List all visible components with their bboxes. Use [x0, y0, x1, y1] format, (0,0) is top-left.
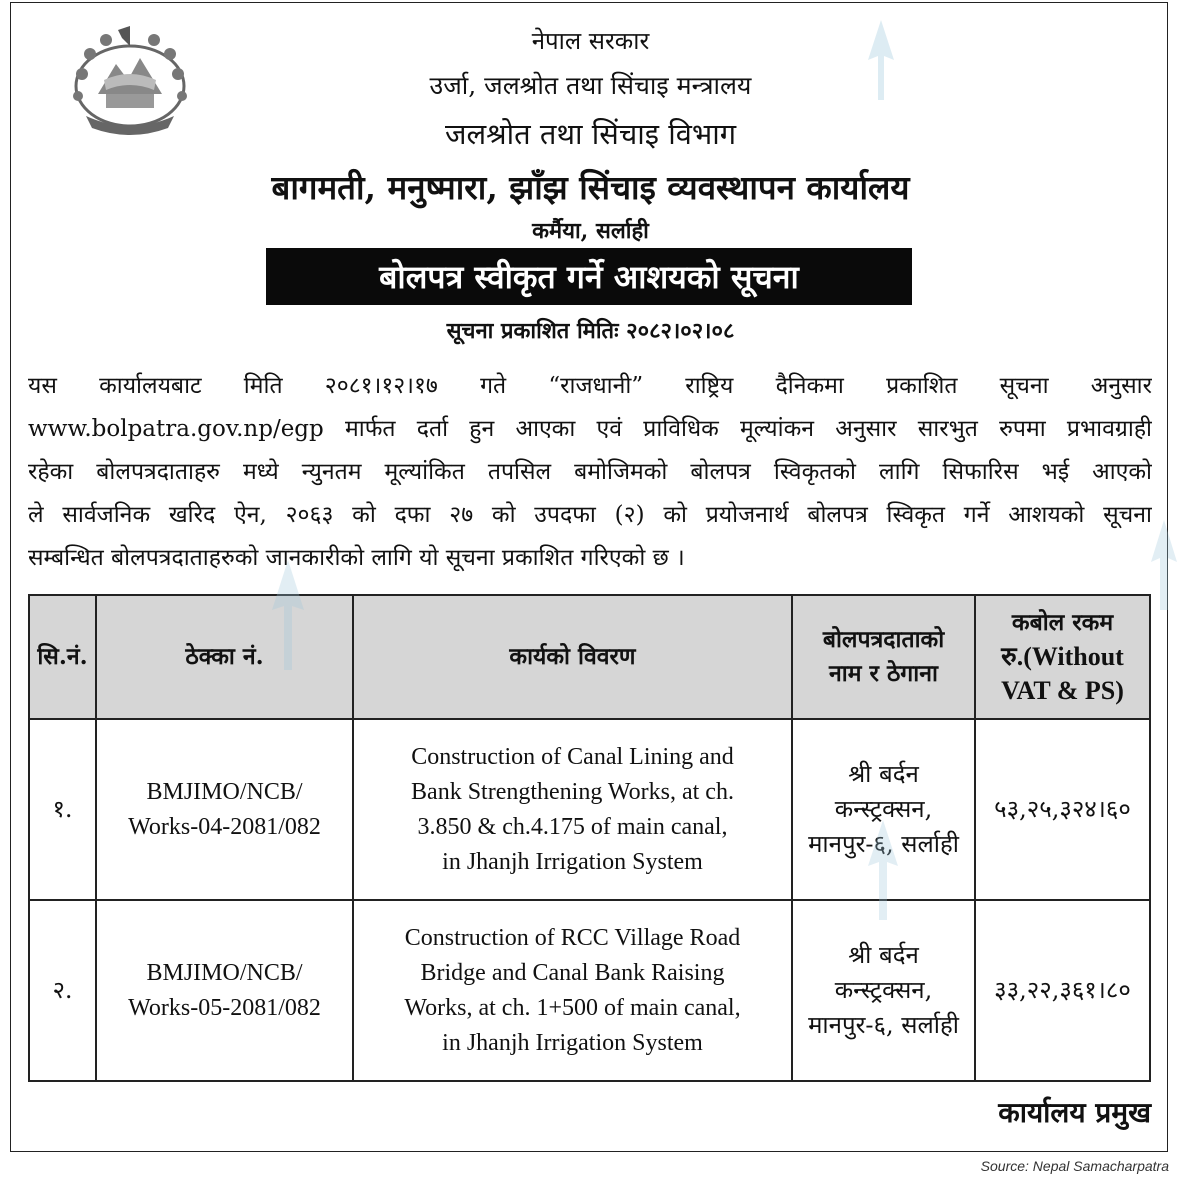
desc-line: Construction of Canal Lining and — [411, 743, 734, 770]
cell-bidder — [792, 719, 975, 900]
cell-description — [353, 900, 792, 1081]
desc-line: 3.850 & ch.4.175 of main canal, — [417, 813, 728, 840]
bidder-line: कन्स्ट्रक्सन, — [834, 795, 933, 823]
header-bidder-line: बोलपत्रदाताको — [822, 626, 945, 653]
notice-title: बोलपत्र स्वीकृत गर्ने आशयको सूचना — [379, 258, 799, 296]
bidder-line: श्री बर्दन — [848, 941, 919, 969]
bidder-line: कन्स्ट्रक्सन, — [834, 976, 933, 1004]
desc-line: Bank Strengthening Works, at ch. — [411, 778, 734, 805]
cell-sn: १. — [29, 719, 96, 900]
cell-amount: ३३,२२,३६१।८० — [975, 900, 1150, 1081]
desc-line: Works, at ch. 1+500 of main canal, — [404, 994, 741, 1021]
cell-bidder — [792, 900, 975, 1081]
cell-contract-no — [96, 719, 353, 900]
paragraph-line: सम्बन्धित बोलपत्रदाताहरुको जानकारीको लागि यो सूचना प्रकाशित गरिएको छ । — [28, 545, 685, 571]
cell-description — [353, 719, 792, 900]
paragraph-line: यस कार्यालयबाट मिति २०८१।१२।१७ गते “राजधानी” राष्ट्रिय दैनिकमा प्रकाशित सूचना अनुसार — [28, 373, 1152, 399]
signature: कार्यालय प्रमुख — [998, 1096, 1151, 1129]
bidder-line: मानपुर-६, सर्लाही — [808, 1011, 959, 1039]
cell-contract-no — [96, 900, 353, 1081]
header-amount-line: VAT & PS) — [1001, 676, 1124, 705]
desc-line: Construction of RCC Village Road — [404, 924, 741, 951]
desc-line: in Jhanjh Irrigation System — [442, 1029, 703, 1056]
table-row — [29, 719, 1150, 900]
cell-amount: ५३,२५,३२४।६० — [975, 719, 1150, 900]
office-location: कर्मैया, सर्लाही — [532, 218, 649, 244]
contract-line: BMJIMO/NCB/ — [146, 778, 303, 805]
ministry-name: उर्जा, जलश्रोत तथा सिंचाइ मन्त्रालय — [429, 71, 752, 100]
paragraph-line: www.bolpatra.gov.np/egp मार्फत दर्ता हुन आएका एवं प्राविधिक मूल्यांकन अनुसार सारभुत रुपमा प्रभावग्राही — [28, 416, 1152, 442]
header-amount — [975, 595, 1150, 719]
desc-line: in Jhanjh Irrigation System — [442, 848, 703, 875]
bid-table — [28, 594, 1151, 1082]
paragraph-line: रहेका बोलपत्रदाताहरु मध्ये न्युनतम मूल्यांकित तपसिल बमोजिमको बोलपत्र स्विकृतको लागि सिफारिस भई आएको — [28, 459, 1152, 485]
published-date: सूचना प्रकाशित मितिः २०८२।०२।०८ — [446, 318, 735, 344]
header-bidder-line: नाम र ठेगाना — [829, 660, 938, 687]
paragraph-line: ले सार्वजनिक खरिद ऐन, २०६३ को दफा २७ को उपदफा (२) को प्रयोजनार्थ बोलपत्र स्विकृत गर्ने आशयको सूचना — [28, 502, 1152, 528]
bidder-line: मानपुर-६, सर्लाही — [808, 830, 959, 858]
header-amount-line: रु.(Without — [1001, 642, 1124, 671]
contract-line: Works-05-2081/082 — [128, 994, 321, 1021]
cell-sn: २. — [29, 900, 96, 1081]
notice-title-banner — [266, 248, 912, 305]
department-name: जलश्रोत तथा सिंचाइ विभाग — [444, 117, 737, 151]
government-name: नेपाल सरकार — [531, 27, 650, 55]
header-contract-no: ठेक्का नं. — [96, 595, 353, 719]
contract-line: Works-04-2081/082 — [128, 813, 321, 840]
header-bidder — [792, 595, 975, 719]
source-credit: Source: Nepal Samacharpatra — [980, 1158, 1169, 1174]
bidder-line: श्री बर्दन — [848, 760, 919, 788]
desc-line: Bridge and Canal Bank Raising — [420, 959, 725, 986]
header-description: कार्यको विवरण — [353, 595, 792, 719]
table-header-row — [29, 595, 1150, 719]
header-sn: सि.नं. — [29, 595, 96, 719]
contract-line: BMJIMO/NCB/ — [146, 959, 303, 986]
office-name: बागमती, मनुष्मारा, झाँझ सिंचाइ व्यवस्थापन कार्यालय — [271, 168, 910, 207]
table-row — [29, 900, 1150, 1081]
header-amount-line: कबोल रकम — [1011, 609, 1114, 636]
